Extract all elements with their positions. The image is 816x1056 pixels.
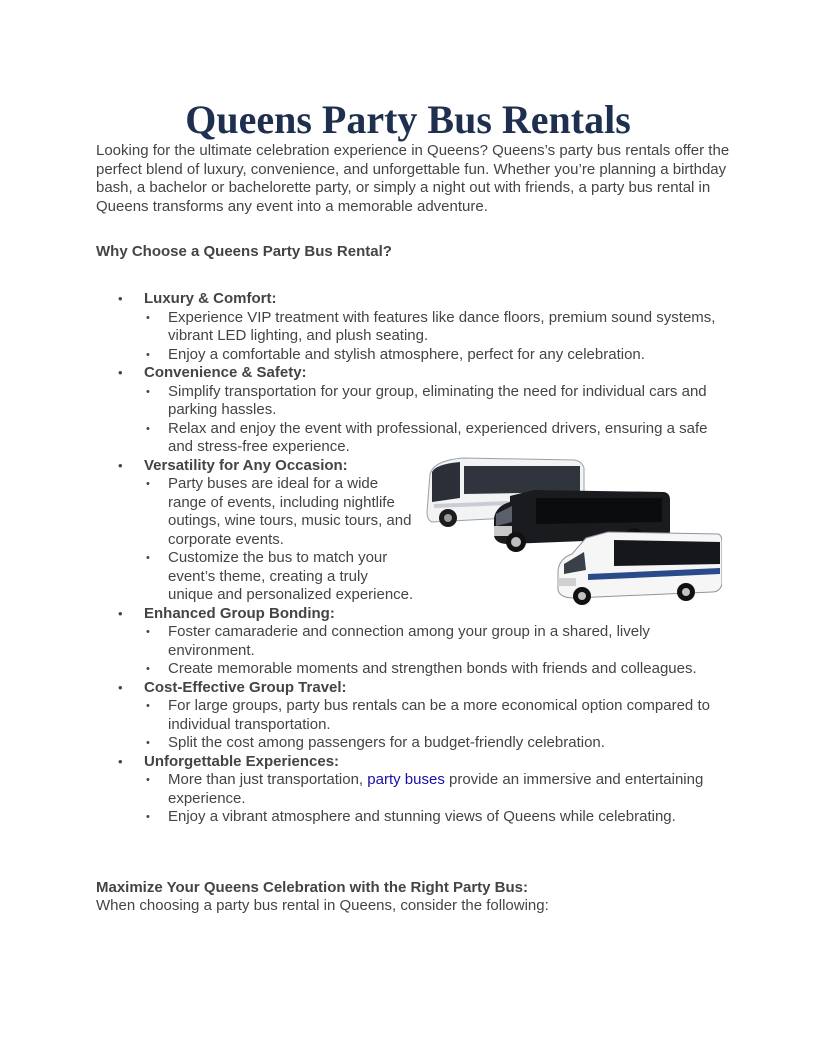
page-title: Queens Party Bus Rentals [185,97,631,142]
feature-points [144,697,736,753]
feature-point: • Split the cost among passengers for a budget-friendly celebration. [144,734,736,753]
feature-item-luxury [96,290,736,364]
feature-point: • For large groups, party bus rentals can be a more economical option compared to individual transportation. [144,697,736,734]
feature-item-cost [96,679,736,753]
white-shuttle-bus [558,532,722,605]
feature-point [144,771,736,808]
feature-title: Unforgettable Experiences: [144,752,340,770]
point-text-after: provide an immersive and entertaining experience. [168,771,704,807]
feature-point: • Enjoy a vibrant atmosphere and stunning views of Queens while celebrating. [144,808,736,827]
feature-title: Cost-Effective Group Travel: [144,678,347,696]
feature-points [144,383,736,457]
maximize-heading: Maximize Your Queens Celebration with the Right Party Bus: [96,879,529,896]
feature-points [144,771,736,827]
feature-points [144,309,736,365]
feature-point: • Foster camaraderie and connection among your group in a shared, lively environment. [144,623,736,660]
party-buses-link[interactable]: party buses [367,771,445,788]
feature-item-experiences [96,753,736,827]
feature-item-bonding [96,605,736,679]
feature-title: Versatility for Any Occasion: [144,456,348,474]
point-text-before: More than just transportation, [168,771,368,788]
feature-title: Luxury & Comfort: [144,290,277,307]
feature-point: • Relax and enjoy the event with professional, experienced drivers, ensuring a safe and stress-free experience. [144,420,736,457]
feature-points [144,623,736,679]
why-heading: Why Choose a Queens Party Bus Rental? [96,243,392,260]
feature-title: Convenience & Safety: [144,364,307,381]
intro-paragraph: Looking for the ultimate celebration experience in Queens? Queens’s party bus rentals offer the perfect blend of luxury, convenience, and unforgettable fun. Whether you’re planning a birthday bash, a bachelor or bachelorette party, or simply a night out with friends, a party bus rental in Queens transforms any event into a memorable adventure. [96,142,730,215]
feature-point: • Party buses are ideal for a wide range of events, including nightlife outings, wine tours, music tours, and corporate events. [144,475,414,549]
feature-title: Enhanced Group Bonding: [144,604,335,622]
closing-paragraph: When choosing a party bus rental in Queens, consider the following: [96,897,549,914]
feature-point: • Simplify transportation for your group, eliminating the need for individual cars and parking hassles. [144,383,736,420]
feature-point: • Experience VIP treatment with features like dance floors, premium sound systems, vibrant LED lighting, and plush seating. [144,309,736,346]
feature-item-convenience [96,364,736,457]
feature-point: • Enjoy a comfortable and stylish atmosphere, perfect for any celebration. [144,346,736,365]
party-bus-image [424,452,722,606]
feature-point: • Customize the bus to match your event’s theme, creating a truly unique and personalized experience. [144,549,414,605]
feature-point: • Create memorable moments and strengthen bonds with friends and colleagues. [144,660,736,679]
